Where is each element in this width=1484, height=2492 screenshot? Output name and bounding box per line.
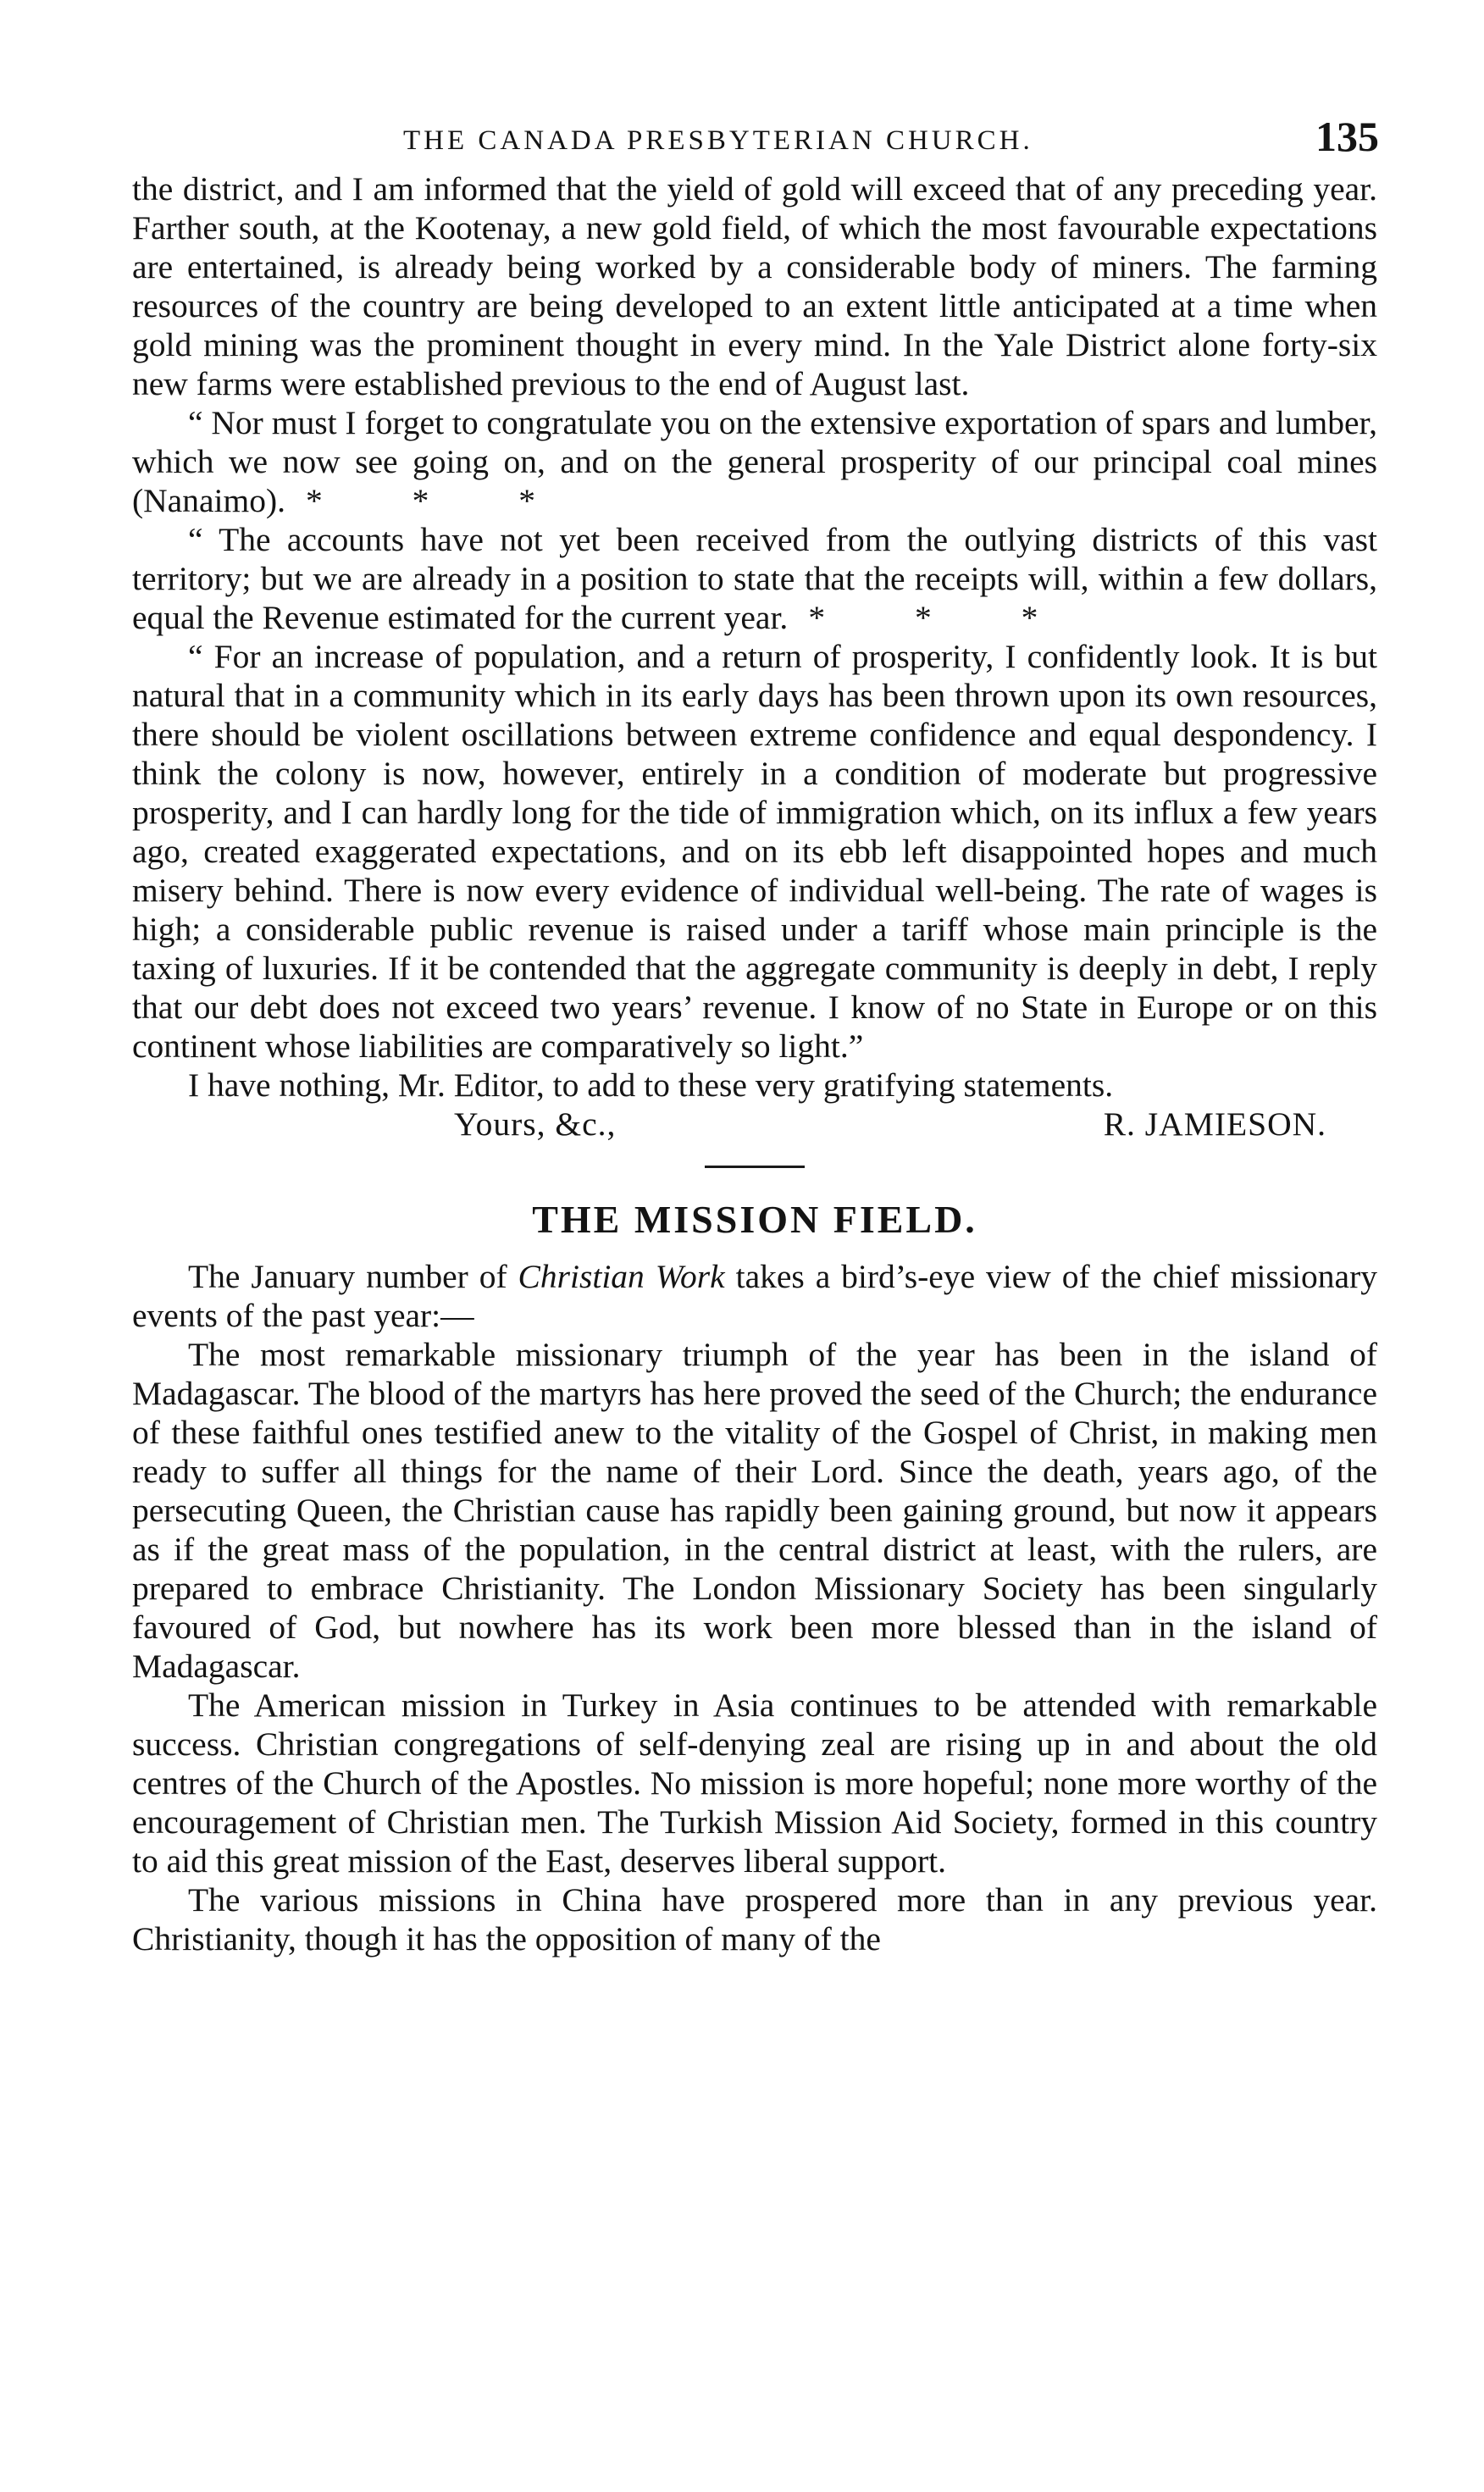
section-heading: THE MISSION FIELD. xyxy=(532,1198,977,1241)
article-paragraph: The American mission in Turkey in Asia continues to be attended with remarkable success. Christian congregations of self-denying zeal are rising up in and about the old centres of the Church of the Apostles. No mission is more hopeful; none more worthy of the encouragement of Christian men. The Turkish Mission Aid Society, formed in this country to aid this great mission of the East, deserves liberal support. xyxy=(132,1686,1377,1880)
letter-paragraph-text: “ Nor must I forget to congratulate you on the extensive exportation of spars and lumber, which we now see going on, and on the general prosperity of our principal coal mines (Nanaimo). xyxy=(132,404,1377,519)
mission-field-article xyxy=(132,1257,1377,1958)
running-head xyxy=(132,0,1377,169)
article-intro xyxy=(132,1257,1377,1335)
section-divider xyxy=(705,1166,805,1168)
intro-text: The January number of xyxy=(188,1258,518,1295)
letter-paragraph xyxy=(132,520,1377,637)
ellipsis-stars: * * * xyxy=(305,482,576,519)
letter-paragraph: the district, and I am informed that the yield of gold will exceed that of any preceding year. Farther south, at the Kootenay, a new gold field, of which the most favourable expectations are entertained, is already being worked by a considerable body of miners. The farming resources of the country are being developed to an extent little anticipated at a time when gold mining was the prominent thought in every mind. In the Yale District alone forty-six new farms were established previous to the end of August last. xyxy=(132,170,1377,402)
article-paragraph: The various missions in China have prospered more than in any previous year. Christianity, though it has the opposition of many of the xyxy=(132,1881,1377,1958)
letter-paragraph xyxy=(132,403,1377,520)
page xyxy=(132,0,1377,1958)
signature: R. JAMIESON. xyxy=(1103,1105,1326,1143)
letter-paragraph-text: “ The accounts have not yet been received from the outlying districts of this vast territory; but we are already in a position to state that the receipts will, within a few dollars, equal the Revenue estimated for the current year. xyxy=(132,521,1377,636)
running-title: THE CANADA PRESBYTERIAN CHURCH. xyxy=(403,125,1033,156)
page-number: 135 xyxy=(1315,113,1379,160)
publication-title: Christian Work xyxy=(518,1258,725,1295)
salutation: Yours, &c., xyxy=(454,1105,617,1143)
article-paragraph: The most remarkable missionary triumph of the year has been in the island of Madagascar. The blood of the martyrs has here proved the seed of the Church; the endurance of these faithful ones testified anew to the vitality of the Gospel of Christ, in making men ready to suffer all things for the name of their Lord. Since the death, years ago, of the persecuting Queen, the Christian cause has rapidly been gaining ground, but now it appears as if the great mass of the population, in the central district at least, with the rulers, are prepared to embrace Christianity. The London Missionary Society has been singularly favoured of God, but nowhere has its work been more blessed than in the island of Madagascar. xyxy=(132,1336,1377,1685)
letter-closing: I have nothing, Mr. Editor, to add to these very gratifying statements. xyxy=(188,1066,1114,1104)
letter-continuation xyxy=(132,169,1377,1105)
letter-paragraph: “ For an increase of population, and a return of prosperity, I confidently look. It is but natural that in a community which in its early days has been thrown upon its own resources, there should be violent oscillations between extreme confidence and equal despondency. I think the colony is now, however, entirely in a condition of moderate but progressive prosperity, and I can hardly long for the tide of immigration which, on its influx a few years ago, created exaggerated expectations, and on its ebb left disappointed hopes and much misery behind. There is now every evidence of individual well-being. The rate of wages is high; a considerable public revenue is raised under a tariff whose main principle is the taxing of luxuries. If it be contended that the aggregate community is deeply in debt, I reply that our debt does not exceed two years’ revenue. I know of no State in Europe or on this continent whose liabilities are comparatively so light.” xyxy=(132,638,1377,1065)
ellipsis-stars: * * * xyxy=(808,599,1079,636)
signature-line xyxy=(132,1105,1377,1144)
intro-text: takes a bird’s-eye view of the chief missionary events of the past year:— xyxy=(132,1258,1377,1334)
